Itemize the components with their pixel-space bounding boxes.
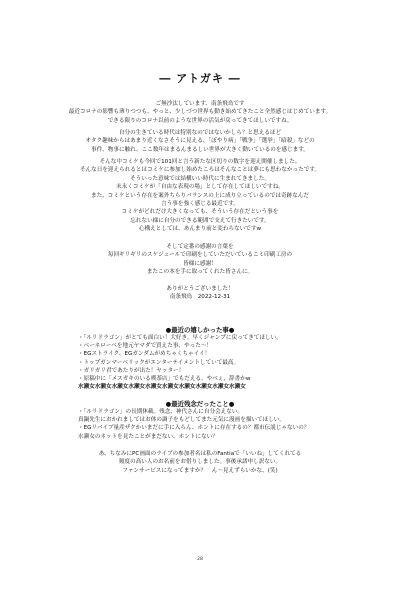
list-item: ・「ルリドラゴン」の長期休載。残念、神代さんに自分会えない。: [78, 409, 244, 415]
page-number: 28: [197, 557, 203, 562]
text-line: あ、ちなみにPC画面のライブの参加者名は私のFantiaで「いいね」してくれてる: [98, 451, 302, 457]
text-line: 忘れない様に自分のできる範囲で支えて行きたいです。: [130, 217, 270, 224]
text-line: できる限りのコロナ以前のような世界の活気が戻ってきてほしいですね。: [107, 117, 293, 124]
text-line: 頻度の高い人のお名前をお借りしました。事後承諾申し訳ない。: [118, 459, 282, 466]
list-item: ・トップガンマーベリックがエンターテイメントしていて最高。: [78, 359, 240, 366]
text-line: 言う事を強く感じる最近です。: [161, 201, 239, 208]
page-title: ― アトガキ ―: [159, 72, 241, 85]
list-item: ・原稿中に「メスガキのいる喫茶店」でもだえる、やべぇ、辞書かw: [78, 376, 251, 383]
text-line: また、コミケという存在を案外ちらりバランスの上に成り立っているのでは奇跡なんだ: [91, 192, 309, 199]
list-item: ・ガリガリ君であたりが出た！ヤッター！: [78, 367, 185, 374]
text-line: そういった意味では結構いい時代に生まれてきました。: [130, 175, 270, 182]
comiket-paragraph: [40, 158, 360, 234]
text-line: そして定番の感謝の言葉を: [166, 244, 234, 250]
list-item: ・ベーネローベを地元ヤマダで買えた事、やった～！: [78, 343, 212, 350]
text-line: 最近コロナの影響も薄りつつも、やっと、少しづつ世界も動き始めてきたこと全然感じはじめています。: [68, 109, 332, 116]
section-sad-list: [78, 408, 338, 441]
text-line: そんな中コミケも今回で101回と言う新たな区切りの数字を迎え開催しました。: [99, 159, 301, 165]
intro-paragraph: [40, 100, 360, 125]
text-line: 皆様に感謝！: [183, 260, 217, 267]
text-line: コミケがどれだけ大きくなっても、そういう存在だという事を: [121, 209, 279, 216]
text-line: またこの本を手に取ってくれた皆さんに。: [146, 269, 254, 276]
text-line: ファンサービスになってますか？ ん～見えずらいかな、(笑): [122, 467, 278, 474]
signature-block: [40, 285, 360, 302]
text-line: 毎回ギリギリのスケジュールで印刷をしていただいているこミ印刷工房の: [107, 252, 293, 259]
times-paragraph: [40, 129, 360, 154]
section-happy-list: [78, 334, 338, 391]
list-item: 真鍋先生におかれましてはお体の調子をもどしてまた元気に漫画を描いてほしい。: [78, 417, 285, 424]
thanks-paragraph: [40, 243, 360, 277]
text-line: 心構えとしては、あんまり前と変わらないですw: [138, 226, 262, 233]
list-item: ・「ルリドラゴン」がとても面白い！大好き。早くジャンプに戻ってきてほしい。: [78, 335, 282, 341]
text-line: オタク趣味からはあまり近くなさそうに見える、「ぼやり病」「戦争」「選挙」「暗殺」などの: [85, 138, 315, 145]
list-item: 水瀬女水瀬女水瀬女水瀬女水瀬女水瀬女水瀬女水瀬女水瀬女水瀬女: [78, 384, 246, 391]
outro-paragraph: [40, 450, 360, 475]
section-happy-title: ●最近の嬉しかった事●: [165, 326, 235, 334]
text-line: ご無沙汰しています、南条飛鳥です: [155, 101, 245, 107]
list-item: ・EGリバイブ量産ザクかいまだに手に入らん、ホントに存在するの？都市伝説じゃないの？: [78, 425, 310, 432]
thanks-line: ありがとうございました！: [166, 286, 234, 292]
list-item: 水瀬女のネットを見たことがまだない、ホントにない？: [78, 433, 218, 440]
text-line: 事件、物事に触れ、ここ数年はまるんまるしい世界が大きく動いているのを感じます。: [90, 146, 310, 153]
signature-line: 南条飛鳥 2022-12-31: [169, 294, 231, 301]
list-item: ・EGストライク、EGガンダムがめちゃくちゃイイ！: [78, 351, 211, 358]
text-line: 自分の生きている時代は特別なのではないかしら？と思えるほど: [118, 130, 282, 136]
text-line: そんな日を迎えられるとはコミケに参加し始めたころはそんなことは夢にも思わなかったです。: [79, 167, 321, 174]
text-line: 末永くコミケが「自由な表現の場」として存在してほしいですね。: [116, 184, 284, 191]
section-sad-title: ●最近残念だったこと●: [165, 400, 235, 408]
